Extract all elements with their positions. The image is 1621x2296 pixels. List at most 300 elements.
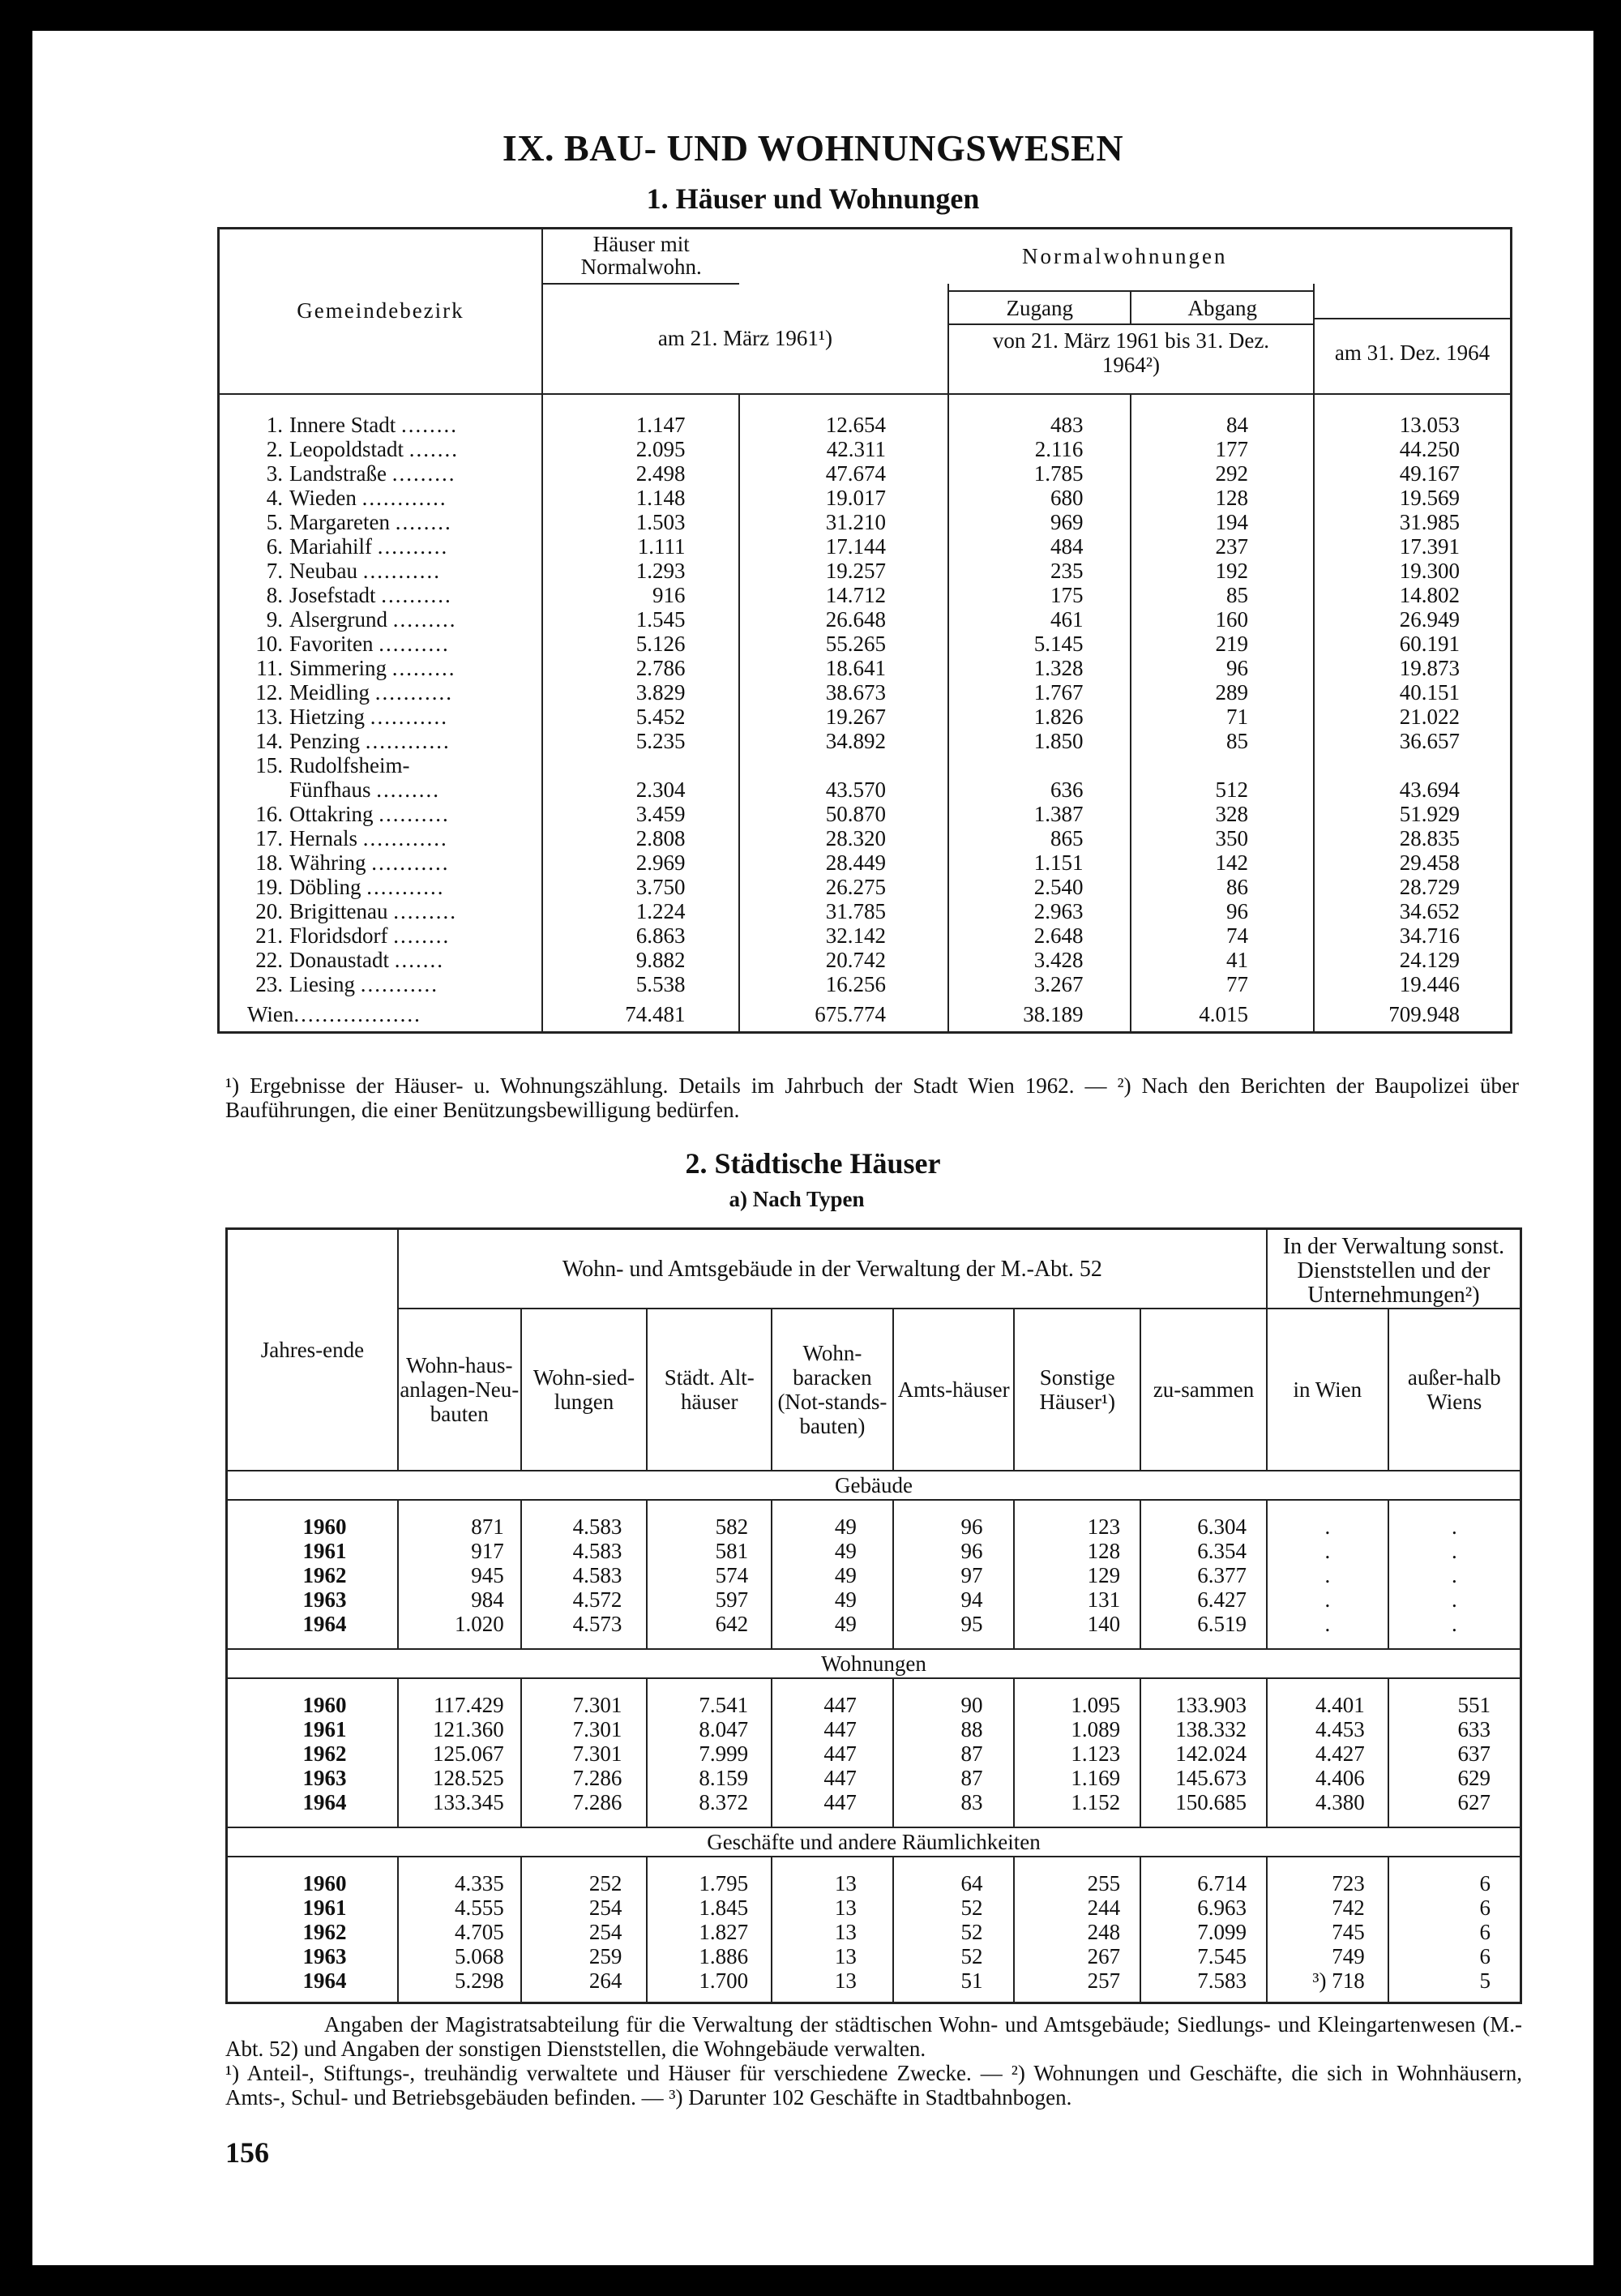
district-name: Margareten: [289, 510, 390, 534]
table-row: [219, 438, 1512, 462]
abgang-value: 192: [1131, 559, 1314, 584]
apartments-1964-value: 43.694: [1314, 778, 1512, 803]
apartments-1964-value: 60.191: [1314, 632, 1512, 657]
year-cell: 1960: [302, 1514, 347, 1539]
page-number: 156: [225, 2136, 269, 2169]
other-houses-value: 248: [1014, 1920, 1140, 1944]
in-vienna-value: .: [1267, 1539, 1388, 1563]
houses-header: Häuser mit Normalwohn.: [542, 229, 740, 284]
abgang-value: 328: [1131, 803, 1314, 827]
leader-dots: .......: [408, 437, 459, 461]
table-row: [219, 730, 1512, 754]
abgang-value: 142: [1131, 851, 1314, 876]
year-end-header: Jahres-ende: [260, 1338, 365, 1362]
other-houses-value: 123: [1014, 1514, 1140, 1539]
district-name: Donaustadt: [289, 948, 389, 972]
abgang-value: 128: [1131, 486, 1314, 511]
settlements-value: 7.301: [521, 1693, 648, 1717]
district-name-cell: [219, 803, 542, 827]
settlements-value: 7.301: [521, 1741, 648, 1766]
district-name: Wieden: [289, 486, 357, 510]
houses-value: 2.304: [542, 778, 740, 803]
in-vienna-value: 742: [1267, 1895, 1388, 1920]
abgang-value: 85: [1131, 730, 1314, 754]
barracks-value: 13: [772, 1968, 893, 1993]
table-row: [219, 413, 1512, 438]
houses-value: 6.863: [542, 924, 740, 949]
total-value: 138.332: [1140, 1717, 1267, 1741]
section2-subtitle: a) Nach Typen: [729, 1187, 865, 1211]
outside-vienna-value: .: [1388, 1514, 1521, 1539]
office-houses-value: 87: [893, 1766, 1015, 1790]
apartments-1964-value: 19.569: [1314, 486, 1512, 511]
other-houses-value: 1.169: [1014, 1766, 1140, 1790]
total-value: 6.427: [1140, 1587, 1267, 1612]
district-name-cell: [219, 924, 542, 949]
barracks-value: 447: [772, 1766, 893, 1790]
abgang-value: 74: [1131, 924, 1314, 949]
leader-dots: ............: [362, 826, 448, 850]
total-apartments-1964: 709.948: [1314, 997, 1512, 1033]
apartments-1961-value: 47.674: [739, 462, 947, 486]
apartments-1961-value: 55.265: [739, 632, 947, 657]
apartments-1961-value: [739, 754, 947, 778]
zugang-value: 1.767: [948, 681, 1131, 705]
settlements-value: 259: [521, 1944, 648, 1968]
section1-footnote: ¹) Ergebnisse der Häuser- u. Wohnungszählung. Details im Jahrbuch der Stadt Wien 1962. — ²) Nach den Berichten der Baupolizei über Bauführungen, die einer Benützungsbewilligung bedürfen.: [225, 1073, 1519, 1122]
office-houses-value: 94: [893, 1587, 1015, 1612]
year-cell: 1962: [302, 1919, 347, 1944]
leader-dots: ...........: [362, 559, 441, 583]
total-row: [219, 997, 1512, 1033]
office-houses-value: 52: [893, 1895, 1015, 1920]
normal-apartments-header: Normalwohnungen: [1022, 243, 1228, 268]
district-name-cell: [219, 973, 542, 997]
district-name: Hietzing: [289, 705, 365, 729]
district-name: Landstraße: [289, 461, 387, 486]
old-houses-value: 1.886: [647, 1944, 772, 1968]
district-number: 15.: [255, 753, 283, 777]
apartments-1964-value: 34.716: [1314, 924, 1512, 949]
new-buildings-value: 945: [398, 1563, 521, 1587]
houses-value: 1.224: [542, 900, 740, 924]
outside-vienna-value: .: [1388, 1612, 1521, 1636]
district-number: 3.: [266, 461, 283, 486]
district-name: Hernals: [289, 826, 357, 850]
other-houses-value: 140: [1014, 1612, 1140, 1636]
leader-dots: ........: [393, 923, 451, 948]
apartments-1964-value: 17.391: [1314, 535, 1512, 559]
leader-dots: ..........: [381, 583, 452, 607]
apartments-1961-value: 14.712: [739, 584, 947, 608]
office-houses-value: 52: [893, 1920, 1015, 1944]
leader-dots: ..................: [293, 1002, 421, 1026]
leader-dots: ...........: [374, 680, 453, 705]
table-row: [227, 1895, 1521, 1920]
new-buildings-value: 125.067: [398, 1741, 521, 1766]
total-value: 6.519: [1140, 1612, 1267, 1636]
district-name-cell: [219, 730, 542, 754]
old-houses-value: 642: [647, 1612, 772, 1636]
district-name: Leopoldstadt: [289, 437, 404, 461]
office-houses-value: 96: [893, 1539, 1015, 1563]
zugang-value: 2.648: [948, 924, 1131, 949]
new-buildings-value: 984: [398, 1587, 521, 1612]
apartments-1961-value: 42.311: [739, 438, 947, 462]
district-rows: [219, 394, 1512, 1033]
in-vienna-value: 4.401: [1267, 1693, 1388, 1717]
abgang-value: 96: [1131, 900, 1314, 924]
apartments-1961-value: 34.892: [739, 730, 947, 754]
table-row: [227, 1920, 1521, 1944]
apartments-1964-value: 34.652: [1314, 900, 1512, 924]
section2-title: 2. Städtische Häuser: [685, 1147, 941, 1180]
outside-vienna-value: 5: [1388, 1968, 1521, 1993]
district-name-cell: [219, 632, 542, 657]
barracks-value: 49: [772, 1563, 893, 1587]
houses-value: 5.452: [542, 705, 740, 730]
col-old-houses: Städt. Alt-häuser: [647, 1309, 772, 1471]
apartments-1961-value: 18.641: [739, 657, 947, 681]
apartments-1961-value: 26.275: [739, 876, 947, 900]
year-cell: 1960: [302, 1692, 347, 1717]
district-header: Gemeindebezirk: [219, 229, 542, 394]
district-number: 17.: [255, 826, 283, 850]
district-name: Simmering: [289, 656, 387, 680]
year-cell: 1961: [302, 1716, 347, 1741]
table-row: [219, 827, 1512, 851]
district-name: Penzing: [289, 729, 360, 753]
zugang-value: 680: [948, 486, 1131, 511]
leader-dots: ..........: [379, 632, 450, 656]
table-row: [227, 1612, 1521, 1636]
total-value: 6.714: [1140, 1871, 1267, 1895]
settlements-value: 254: [521, 1895, 648, 1920]
apartments-1964-value: 19.873: [1314, 657, 1512, 681]
district-name: Rudolfsheim-: [289, 753, 410, 777]
district-number: 2.: [266, 437, 283, 461]
in-vienna-value: ³) 718: [1267, 1968, 1388, 1993]
section2-footnote-notes: ¹) Anteil-, Stiftungs-, treuhändig verwaltete und Häuser für verschiedene Zwecke. — ²) Wohnungen und Geschäfte, die sich in Wohnhäusern, Amts-, Schul- und Betriebsgebäuden befinden. — ³) Darunter 102 Geschäfte in Stadtbahnbogen.: [225, 2061, 1522, 2110]
apartments-1961-value: 17.144: [739, 535, 947, 559]
district-number: 13.: [255, 705, 283, 729]
office-houses-value: 88: [893, 1717, 1015, 1741]
district-name-cell: [219, 876, 542, 900]
new-buildings-value: 133.345: [398, 1790, 521, 1814]
houses-value: 1.111: [542, 535, 740, 559]
district-name-cell: [219, 657, 542, 681]
table-row: [227, 1968, 1521, 1993]
zugang-value: 2.540: [948, 876, 1131, 900]
period-header: von 21. März 1961 bis 31. Dez. 1964²): [949, 323, 1313, 377]
other-houses-value: 1.095: [1014, 1693, 1140, 1717]
district-name-cell: [219, 535, 542, 559]
abgang-value: 41: [1131, 949, 1314, 973]
office-houses-value: 97: [893, 1563, 1015, 1587]
table-row: [227, 1766, 1521, 1790]
apartments-1964-value: 28.729: [1314, 876, 1512, 900]
year-cell: 1963: [302, 1943, 347, 1968]
zugang-value: 235: [948, 559, 1131, 584]
table-row: [227, 1693, 1521, 1717]
district-name-cell: [219, 608, 542, 632]
district-name-cell: [219, 754, 542, 778]
new-buildings-value: 121.360: [398, 1717, 521, 1741]
district-name-cell: [219, 559, 542, 584]
houses-value: 1.503: [542, 511, 740, 535]
old-houses-value: 574: [647, 1563, 772, 1587]
barracks-value: 13: [772, 1871, 893, 1895]
houses-value: 2.808: [542, 827, 740, 851]
outside-vienna-value: .: [1388, 1587, 1521, 1612]
district-number: 10.: [255, 632, 283, 656]
settlements-value: 7.286: [521, 1766, 648, 1790]
district-number: 4.: [266, 486, 283, 510]
barracks-value: 49: [772, 1539, 893, 1563]
district-number: 23.: [255, 972, 283, 996]
district-name-cell: [219, 681, 542, 705]
apartments-1961-value: 31.785: [739, 900, 947, 924]
outside-vienna-value: 627: [1388, 1790, 1521, 1814]
district-name: Liesing: [289, 972, 355, 996]
apartments-1961-value: 12.654: [739, 413, 947, 438]
abgang-value: 86: [1131, 876, 1314, 900]
other-houses-value: 244: [1014, 1895, 1140, 1920]
in-vienna-value: 749: [1267, 1944, 1388, 1968]
in-vienna-value: 4.453: [1267, 1717, 1388, 1741]
table-row: [219, 511, 1512, 535]
outside-vienna-value: 6: [1388, 1944, 1521, 1968]
table-row: [219, 973, 1512, 997]
new-buildings-value: 5.298: [398, 1968, 521, 1993]
old-houses-value: 1.795: [647, 1871, 772, 1895]
barracks-value: 49: [772, 1587, 893, 1612]
zugang-header: Zugang: [1006, 295, 1073, 320]
old-houses-value: 8.372: [647, 1790, 772, 1814]
abgang-value: 77: [1131, 973, 1314, 997]
total-zugang: 38.189: [948, 997, 1131, 1033]
district-number: 9.: [266, 607, 283, 632]
barracks-value: 447: [772, 1741, 893, 1766]
settlements-value: 7.301: [521, 1717, 648, 1741]
district-name: Währing: [289, 850, 366, 875]
apartments-1964-value: 49.167: [1314, 462, 1512, 486]
district-number: 16.: [255, 802, 283, 826]
leader-dots: .........: [392, 607, 457, 632]
apartments-1964-value: 14.802: [1314, 584, 1512, 608]
col-new-buildings: Wohn-haus-anlagen-Neu-bauten: [398, 1309, 521, 1471]
col-other-houses: Sonstige Häuser¹): [1014, 1309, 1140, 1471]
office-houses-value: 64: [893, 1871, 1015, 1895]
barracks-value: 447: [772, 1790, 893, 1814]
leader-dots: .........: [393, 899, 457, 923]
outside-vienna-value: 637: [1388, 1741, 1521, 1766]
settlements-value: 264: [521, 1968, 648, 1993]
abgang-value: 292: [1131, 462, 1314, 486]
apartments-1964-value: 19.300: [1314, 559, 1512, 584]
new-buildings-value: 871: [398, 1514, 521, 1539]
ma52-header: Wohn- und Amtsgebäude in der Verwaltung der M.-Abt. 52: [398, 1229, 1267, 1309]
other-houses-value: 255: [1014, 1871, 1140, 1895]
abgang-value: 96: [1131, 657, 1314, 681]
table-row: [227, 1563, 1521, 1587]
apartments-1961-value: 16.256: [739, 973, 947, 997]
apartments-1964-value: 26.949: [1314, 608, 1512, 632]
census-date-header: am 21. März 1961¹): [542, 284, 948, 394]
apartments-1964-value: 44.250: [1314, 438, 1512, 462]
abgang-value: 84: [1131, 413, 1314, 438]
district-number: 21.: [255, 923, 283, 948]
district-name: Ottakring: [289, 802, 374, 826]
district-name: Floridsdorf: [289, 923, 388, 948]
other-houses-value: 267: [1014, 1944, 1140, 1968]
apartments-1961-value: 19.017: [739, 486, 947, 511]
end-1964-header: [1314, 284, 1512, 394]
apartments-1964-value: 31.985: [1314, 511, 1512, 535]
barracks-value: 447: [772, 1717, 893, 1741]
municipal-houses-table: [225, 1227, 1522, 2004]
municipal-rows: [227, 1471, 1521, 2003]
new-buildings-value: 917: [398, 1539, 521, 1563]
table-row: [227, 1717, 1521, 1741]
outside-vienna-value: .: [1388, 1563, 1521, 1587]
table-row: [219, 705, 1512, 730]
change-header: [948, 284, 1314, 394]
group-label: Gebäude: [227, 1471, 1521, 1500]
zugang-value: 484: [948, 535, 1131, 559]
zugang-value: 636: [948, 778, 1131, 803]
abgang-value: 512: [1131, 778, 1314, 803]
barracks-value: 447: [772, 1693, 893, 1717]
total-abgang: 4.015: [1131, 997, 1314, 1033]
table-row: [227, 1539, 1521, 1563]
year-cell: 1962: [302, 1741, 347, 1766]
year-cell: 1963: [302, 1765, 347, 1790]
total-name-cell: [219, 997, 542, 1033]
table-row: [219, 608, 1512, 632]
zugang-value: 2.963: [948, 900, 1131, 924]
district-name-cell: [219, 413, 542, 438]
outside-vienna-value: 6: [1388, 1895, 1521, 1920]
leader-dots: .........: [376, 777, 440, 802]
houses-value: 2.498: [542, 462, 740, 486]
other-houses-value: 128: [1014, 1539, 1140, 1563]
zugang-value: 2.116: [948, 438, 1131, 462]
houses-value: [542, 754, 740, 778]
other-houses-value: 1.089: [1014, 1717, 1140, 1741]
zugang-value: 175: [948, 584, 1131, 608]
total-value: 7.545: [1140, 1944, 1267, 1968]
other-houses-value: 1.152: [1014, 1790, 1140, 1814]
total-value: 150.685: [1140, 1790, 1267, 1814]
table-row: [219, 657, 1512, 681]
other-houses-value: 1.123: [1014, 1741, 1140, 1766]
old-houses-value: 8.047: [647, 1717, 772, 1741]
abgang-value: 350: [1131, 827, 1314, 851]
document-page: [32, 31, 1593, 2265]
abgang-header: Abgang: [1130, 292, 1313, 323]
apartments-1964-value: 13.053: [1314, 413, 1512, 438]
outside-vienna-value: 633: [1388, 1717, 1521, 1741]
col-settlements: Wohn-sied-lungen: [521, 1309, 648, 1471]
district-number: 20.: [255, 899, 283, 923]
office-houses-value: 87: [893, 1741, 1015, 1766]
houses-value: 3.459: [542, 803, 740, 827]
apartments-1961-value: 32.142: [739, 924, 947, 949]
district-number: 6.: [266, 534, 283, 559]
district-name: Döbling: [289, 875, 361, 899]
table-row: [219, 876, 1512, 900]
leader-dots: ..........: [379, 802, 450, 826]
zugang-value: 1.826: [948, 705, 1131, 730]
district-number: 18.: [255, 850, 283, 875]
abgang-value: [1131, 754, 1314, 778]
zugang-value: 461: [948, 608, 1131, 632]
old-houses-value: 582: [647, 1514, 772, 1539]
zugang-value: [948, 754, 1131, 778]
houses-value: 5.126: [542, 632, 740, 657]
houses-apartments-table: [217, 227, 1512, 1034]
total-name: Wien: [247, 1002, 294, 1026]
total-value: 133.903: [1140, 1693, 1267, 1717]
table-row: [219, 754, 1512, 778]
apartments-1964-value: 29.458: [1314, 851, 1512, 876]
houses-value: 1.293: [542, 559, 740, 584]
leader-dots: ...........: [371, 850, 450, 875]
abgang-value: 160: [1131, 608, 1314, 632]
settlements-value: 4.583: [521, 1563, 648, 1587]
group-label: Geschäfte und andere Räumlichkeiten: [227, 1827, 1521, 1857]
new-buildings-value: 1.020: [398, 1612, 521, 1636]
old-houses-value: 8.159: [647, 1766, 772, 1790]
zugang-value: 1.151: [948, 851, 1131, 876]
district-number: 1.: [266, 413, 283, 437]
houses-value: 1.545: [542, 608, 740, 632]
table-row: [219, 486, 1512, 511]
old-houses-value: 1.845: [647, 1895, 772, 1920]
office-houses-value: 83: [893, 1790, 1015, 1814]
apartments-1961-value: 20.742: [739, 949, 947, 973]
in-vienna-value: 4.380: [1267, 1790, 1388, 1814]
apartments-1961-value: 26.648: [739, 608, 947, 632]
settlements-value: 4.573: [521, 1612, 648, 1636]
houses-value: 5.235: [542, 730, 740, 754]
outside-vienna-value: .: [1388, 1539, 1521, 1563]
abgang-value: 237: [1131, 535, 1314, 559]
houses-value: 2.095: [542, 438, 740, 462]
district-name: Neubau: [289, 559, 357, 583]
district-name: Alsergrund: [289, 607, 387, 632]
apartments-1961-value: 19.257: [739, 559, 947, 584]
total-apartments-1961: 675.774: [739, 997, 947, 1033]
outside-vienna-value: 629: [1388, 1766, 1521, 1790]
district-number: 5.: [266, 510, 283, 534]
new-buildings-value: 117.429: [398, 1693, 521, 1717]
houses-value: 3.829: [542, 681, 740, 705]
zugang-value: 5.145: [948, 632, 1131, 657]
total-value: 6.354: [1140, 1539, 1267, 1563]
zugang-value: 483: [948, 413, 1131, 438]
houses-value: 9.882: [542, 949, 740, 973]
office-houses-value: 52: [893, 1944, 1015, 1968]
in-vienna-value: 745: [1267, 1920, 1388, 1944]
outside-vienna-value: 6: [1388, 1920, 1521, 1944]
houses-value: 916: [542, 584, 740, 608]
apartments-1961-value: 43.570: [739, 778, 947, 803]
table-row: [219, 778, 1512, 803]
district-number: 7.: [266, 559, 283, 583]
year-cell: 1961: [302, 1895, 347, 1920]
